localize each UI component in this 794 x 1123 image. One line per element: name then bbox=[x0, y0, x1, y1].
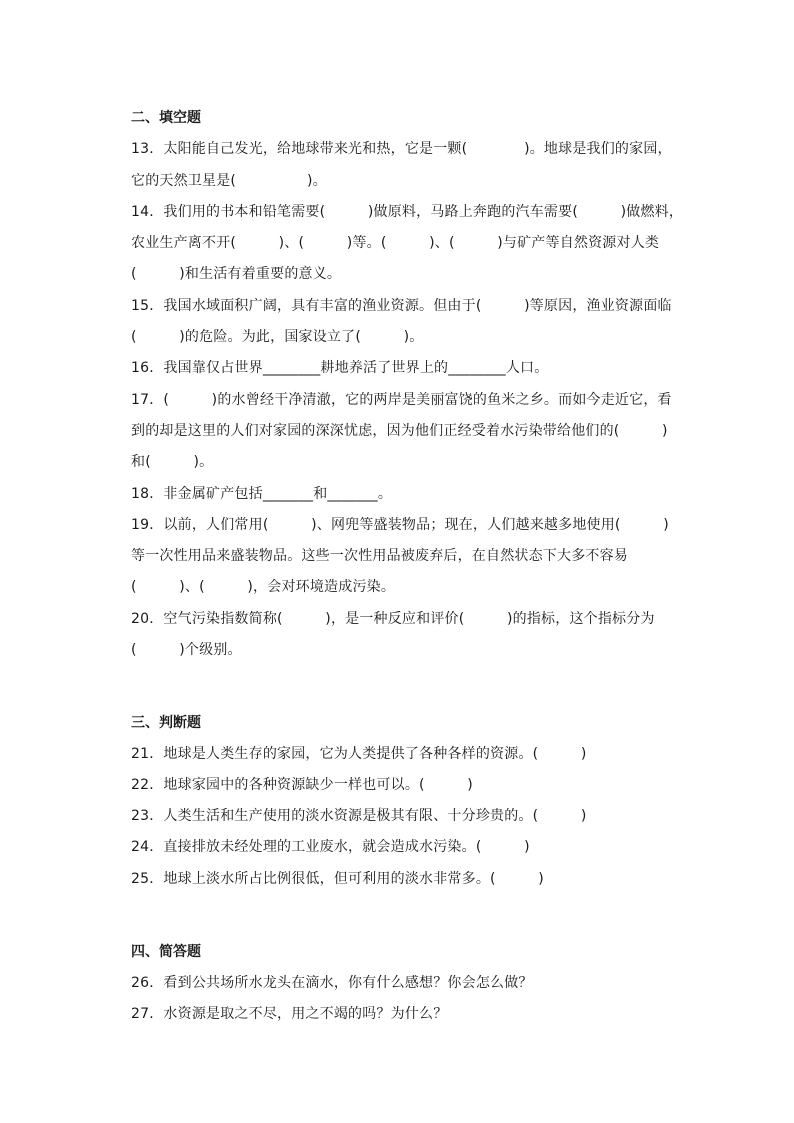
question-22: 22．地球家园中的各种资源缺少一样也可以。( ) bbox=[131, 777, 473, 793]
question-25: 25．地球上淡水所占比例很低，但可利用的淡水非常多。( ) bbox=[131, 871, 544, 887]
question-14-line-2: 农业生产离不开( )、( )等。( )、( )与矿产等自然资源对人类 bbox=[131, 235, 660, 251]
question-15-line-2: ( )的危险。为此，国家设立了( )。 bbox=[131, 329, 424, 345]
question-18-line-1: 18．非金属矿产包括_______和_______。 bbox=[131, 486, 393, 502]
question-26: 26．看到公共场所水龙头在滴水，你有什么感想？你会怎么做？ bbox=[131, 975, 533, 991]
question-17-line-2: 到的却是这里的人们对家园的深深忧虑，因为他们正经受着水污染带给他们的( ) bbox=[131, 423, 668, 439]
question-19-line-2: 等一次性用品来盛装物品。这些一次性用品被废弃后，在自然状态下大多不容易 bbox=[131, 548, 628, 564]
question-23: 23．人类生活和生产使用的淡水资源是极其有限、十分珍贵的。( ) bbox=[131, 808, 587, 824]
question-13-line-1: 13．太阳能自己发光，给地球带来光和热，它是一颗( )。地球是我们的家园， bbox=[131, 141, 672, 157]
section-title-short-answer: 四、简答题 bbox=[131, 944, 201, 960]
question-19-line-1: 19．以前，人们常用( )、网兜等盛装物品；现在，人们越来越多地使用( ) bbox=[131, 517, 669, 533]
question-27: 27．水资源是取之不尽，用之不竭的吗？为什么？ bbox=[131, 1006, 448, 1022]
question-24: 24．直接排放未经处理的工业废水，就会造成水污染。( ) bbox=[131, 839, 530, 855]
question-13-line-2: 它的天然卫星是( )。 bbox=[131, 173, 327, 189]
question-14-line-3: ( )和生活有着重要的意义。 bbox=[131, 266, 342, 282]
question-16-line-1: 16．我国靠仅占世界________耕地养活了世界上的________人口。 bbox=[131, 360, 549, 376]
section-title-fill-blank: 二、填空题 bbox=[131, 110, 201, 126]
question-17-line-3: 和( )。 bbox=[131, 454, 214, 470]
question-20-line-2: ( )个级别。 bbox=[131, 642, 242, 658]
section-title-judge: 三、判断题 bbox=[131, 715, 201, 731]
question-15-line-1: 15．我国水域面积广阔，具有丰富的渔业资源。但由于( )等原因，渔业资源面临 bbox=[131, 298, 672, 314]
question-14-line-1: 14．我们用的书本和铅笔需要( )做原料，马路上奔跑的汽车需要( )做燃料， bbox=[131, 204, 684, 220]
question-19-line-3: ( )、( )，会对环境造成污染。 bbox=[131, 579, 396, 595]
question-17-line-1: 17．( )的水曾经干净清澈，它的两岸是美丽富饶的鱼米之乡。而如今走近它，看 bbox=[131, 392, 672, 408]
question-20-line-1: 20．空气污染指数简称( )，是一种反应和评价( )的指标，这个指标分为 bbox=[131, 611, 655, 627]
question-21: 21．地球是人类生存的家园，它为人类提供了各种各样的资源。( ) bbox=[131, 746, 587, 762]
